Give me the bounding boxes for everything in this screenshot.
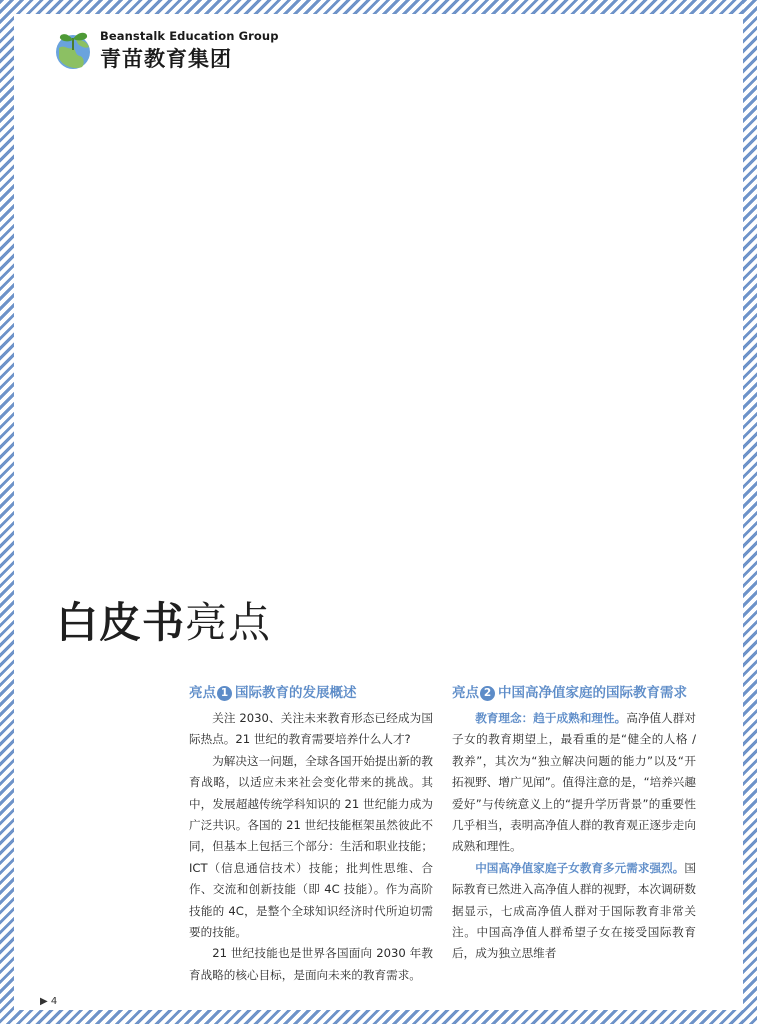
section-1-heading	[189, 683, 433, 704]
section-1-title: 国际教育的发展概述	[235, 685, 357, 701]
page-title	[56, 590, 271, 650]
section-2-title: 中国高净值家庭的国际教育需求	[498, 685, 687, 701]
section-2-prefix: 亮点	[452, 685, 479, 701]
section-2-paragraph	[452, 708, 696, 858]
section-2-number-badge: 2	[480, 686, 495, 701]
section-2-heading	[452, 683, 696, 704]
page-number	[40, 996, 57, 1007]
decorative-border-right	[743, 0, 757, 1024]
highlight-section-1	[189, 683, 433, 986]
section-2-paragraph	[452, 858, 696, 965]
logo-chinese-name: 青苗教育集团	[100, 47, 232, 71]
page-number-value: 4	[50, 996, 58, 1007]
section-1-prefix: 亮点	[189, 685, 216, 701]
decorative-border-top	[0, 0, 757, 14]
page-title-bold: 白皮书	[56, 598, 186, 647]
section-2-body-text: 国际教育已然进入高净值人群的视野，本次调研数据显示，七成高净值人群对于国际教育非常关注。中国高净值人群希望子女在接受国际教育后，成为独立思维者	[452, 860, 696, 961]
decorative-border-left	[0, 0, 14, 1024]
decorative-border-bottom	[0, 1010, 757, 1024]
logo-globe-sprout-icon	[54, 28, 94, 70]
page-marker-icon: ▶	[40, 996, 48, 1007]
section-1-number-badge: 1	[217, 686, 232, 701]
highlight-section-2	[452, 683, 696, 965]
section-2-body-text: 高净值人群对子女的教育期望上，最看重的是“健全的人格 / 教养”，其次为“独立解决问题的能力”以及“开拓视野、增广见闻”。值得注意的是，“培养兴趣爱好”与传统意义上的“提升学历背景”的重要性几乎相当，表明高净值人群的教育观正逐步走向成熟和理性。	[452, 711, 696, 854]
page-title-light: 亮点	[185, 598, 272, 647]
section-2-lead-text: 教育理念：趋于成熟和理性。	[475, 711, 627, 725]
section-1-paragraph: 21 世纪技能也是世界各国面向 2030 年教育战略的核心目标，是面向未来的教育需求。	[189, 946, 433, 982]
logo-english-name: Beanstalk Education Group	[100, 29, 279, 43]
company-logo	[54, 28, 304, 72]
section-1-paragraph: 为解决这一问题，全球各国开始提出新的教育战略，以适应未来社会变化带来的挑战。其中，发展超越传统学科知识的 21 世纪能力成为广泛共识。各国的 21 世纪技能框架虽然彼此不同，但基本上包括三个部分：生活和职业技能；ICT（信息通信技术）技能；批判性思维、合作、交流和创新技能（即 4C 技能）。作为高阶技能的 4C，是整个全球知识经济时代所迫切需要的技能。	[189, 753, 433, 940]
section-1-paragraph: 关注 2030、关注未来教育形态已经成为国际热点。21 世纪的教育需要培养什么人才?	[189, 711, 433, 747]
section-2-lead-text: 中国高净值家庭子女教育多元需求强烈。	[475, 860, 685, 875]
